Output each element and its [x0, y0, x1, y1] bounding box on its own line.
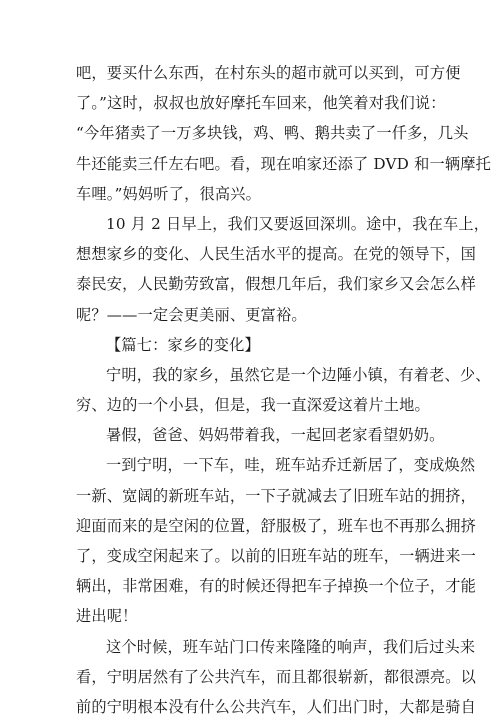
text-line: 迎面而来的是空闲的位置，舒服极了，班车也不再那么拥挤 — [76, 516, 477, 535]
text-line: 辆出，非常困难，有的时候还得把车子掉换一个位子，才能 — [76, 577, 477, 596]
text-line: 车哩。”妈妈听了，很高兴。 — [76, 184, 262, 203]
text-line: 想想家乡的变化、人民生活水平的提高。在党的领导下，国 — [76, 245, 477, 264]
text-line: 这个时候，班车站门口传来隆隆的响声，我们后过头来 — [106, 637, 476, 656]
text-line: 前的宁明根本没有什么公共汽车，人们出门时，大都是骑自 — [76, 697, 477, 716]
text-line: 呢？——一定会更美丽、更富裕。 — [76, 305, 307, 324]
text-line: 暑假，爸爸、妈妈带着我，一起回老家看望奶奶。 — [106, 426, 445, 445]
text-line: 了。”这时，叔叔也放好摩托车回来，他笑着对我们说： — [76, 94, 446, 113]
text-line: 看，宁明居然有了公共汽车，而且都很崭新，都很漂亮。以 — [76, 667, 477, 686]
text-line: 宁明，我的家乡，虽然它是一个边陲小镇，有着老、少、 — [106, 365, 491, 384]
text-line: 10 月 2 日早上，我们又要返回深圳。途中，我在车上， — [106, 214, 490, 233]
section-heading: 【篇七：家乡的变化】 — [106, 335, 260, 354]
text-line: 了，变成空闲起来了。以前的旧班车站的班车，一辆进来一 — [76, 547, 477, 565]
text-line: 一新、宽阔的新班车站，一下子就减去了旧班车站的拥挤， — [76, 486, 477, 505]
text-line: 穷、边的一个小县，但是，我一直深爱这着片土地。 — [76, 396, 430, 415]
text-line: 一到宁明，一下车，哇，班车站乔迁新居了，变成焕然 — [106, 456, 476, 475]
text-line: 进出呢！ — [76, 607, 138, 626]
text-line: 吧，要买什么东西，在村东头的超市就可以买到，可方便 — [76, 64, 461, 82]
text-line: 牛还能卖三仟左右吧。看，现在咱家还添了 DVD 和一辆摩托 — [76, 154, 492, 173]
text-line: 泰民安，人民勤劳致富，假想几年后，我们家乡又会怎么样 — [76, 275, 477, 294]
text-line: “今年猪卖了一万多块钱，鸡、鸭、鹅共卖了一仟多，几头 — [76, 124, 469, 143]
